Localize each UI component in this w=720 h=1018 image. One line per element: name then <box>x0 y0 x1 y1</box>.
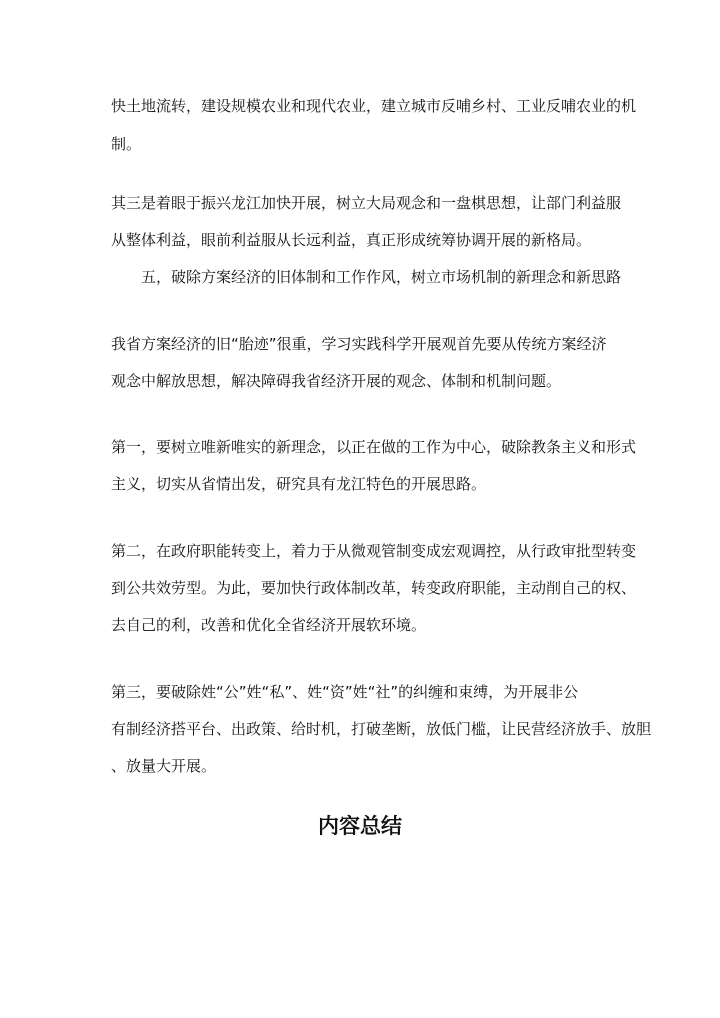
paragraph-line: 到公共效劳型。为此，要加快行政体制改革，转变政府职能，主动削自己的权、 <box>111 579 637 597</box>
paragraph-line: 制。 <box>111 135 142 153</box>
paragraph-line: 其三是着眼于振兴龙江加快开展，树立大局观念和一盘棋思想，让部门利益服 <box>111 194 622 212</box>
paragraph-line: 第二，在政府职能转变上，着力于从微观管制变成宏观调控，从行政审批型转变 <box>111 542 637 560</box>
paragraph-line: 我省方案经济的旧“胎迹”很重，学习实践科学开展观首先要从传统方案经济 <box>111 335 607 353</box>
paragraph-line: 从整体利益，眼前利益服从长远利益，真正形成统筹协调开展的新格局。 <box>111 231 592 249</box>
paragraph-line: 第一，要树立唯新唯实的新理念，以正在做的工作为中心，破除教条主义和形式 <box>111 438 637 456</box>
paragraph-line: 主义，切实从省情出发，研究具有龙江特色的开展思路。 <box>111 475 487 493</box>
paragraph-line: 第三，要破除姓“公”姓“私”、姓“资”姓“社”的纠缠和束缚，为开展非公 <box>111 683 579 701</box>
paragraph-line: 去自己的利，改善和优化全省经济开展软环境。 <box>111 616 427 634</box>
paragraph-line: 快土地流转，建设规模农业和现代农业，建立城市反哺乡村、工业反哺农业的机 <box>111 97 637 115</box>
paragraph-line: 观念中解放思想，解决障碍我省经济开展的观念、体制和机制问题。 <box>111 372 562 390</box>
section-heading: 五，破除方案经济的旧体制和工作作风，树立市场机制的新理念和新思路 <box>141 268 622 286</box>
summary-title: 内容总结 <box>318 814 402 838</box>
paragraph-line: 有制经济搭平台、出政策、给时机，打破垄断，放低门槛，让民营经济放手、放胆 <box>111 720 652 738</box>
paragraph-line: 、放量大开展。 <box>111 757 217 775</box>
